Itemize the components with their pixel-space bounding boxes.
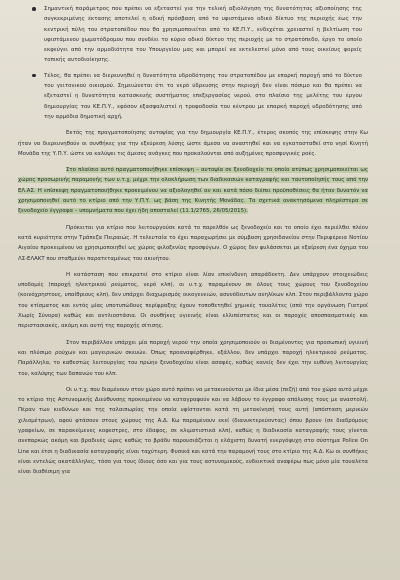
- bullet-item-water-supply: [10, 71, 362, 122]
- paragraph-water-electricity: Στον περιβάλλον υπάρχει μία παροχή νερού την οποία χρησιμοποιούν οι διαμένοντες για προσωπική υγιεινή και πλύσιμο ρούχων και μαγειρικών σκευών. Όπως προαναφέρθηκε, εξάλλου, δεν υπάρχει παροχή ηλεκτρικού ρεύματος. Παράλληλα, το καθεστώς λειτουργίας του πρώην ξενοδοχείου είναι ασαφές, καθώς κανείς δεν έχει την ευθύνη λειτουργίας του, καλύψης των δαπανών του κλπ.: [18, 339, 368, 377]
- highlighted-text: Στο πλαίσιο αυτό πραγματοποιήθηκε επίσκεψη – αυτοψία σε ξενοδοχείο το οποίο ατύπως χρησιμοποιείται ως χώρος προσωρινής παραμονής των υ.τ.χ. μέχρι την ολοκλήρωση των διαδικασιών καταγραφής και ταυτοποίησής τους από την ΕΛ.ΑΣ. Η επίσκεψη πραγματοποιήθηκε προκειμένου να αξιολογηθεί αν και κατά πόσο διέπει προϋποθέσεις θα ήταν δυνατόν να χρησιμοποιηθεί αυτό το κτίριο από την Υ.Π.Υ. ως βάση της Κινητής Μονάδας. Τα σχετικά ανακτησόμενα πληρέστερα σε ξενοδοχείο έγγραφα – υπομνήματα που έχει ήδη αποσταλεί (11.1/2765, 26/05/2015).: [18, 167, 368, 215]
- paragraph-building-ownership: Πρόκειται για κτίριο που λειτουργούσε κατά το παρελθόν ως ξενοδοχείο και το οποίο έχει περιέλθει πλέον κατά κυριότητα στην Τράπεζα Πειραιώς. Η τελευταία το έχει παραχωρήσει με σύμβαση χρησιδανείου στην Περιφέρεια Νοτίου Αιγαίου προκειμένου να χρησιμοποιηθεί ως χώρος φιλοξενίας προσφύγων. Ο χώρος δεν φυλάσσεται με εξαίρεση ένα όχημα του ΛΣ-ΕΛΑΚΤ που σταθμεύει παρατεταμένως του ακινήτου.: [18, 224, 368, 262]
- bullet-dot-icon: [32, 74, 36, 78]
- bullet-dot-icon: [32, 7, 36, 11]
- paragraph-police-registration: Οι υ.τ.χ. που διαμένουν στον χώρο αυτό πρέπει να μετακινούνται με ίδια μέσα (πεζή) από τον χώρο αυτό μέχρι το κτίριο της Αστυνομικής Διεύθυνσης προκειμένου να καταγραφούν και να λάβουν το έγγραφο απόλυσης τους με αναστολή. Πέραν των κινδύνων και της ταλαιπωρίας την οποία υφίστανται κατά τη μετακίνησή τους αυτή (απόσταση μερικών χιλιομέτρων), αφού φτάσουν στους χώρους της Α.Δ. Κω παραμένουν εκεί (διανυκτερεύοντας) όπου βρουν (σε διαδρόμους γραφείων, σε παρακείμενες κοφεστρες, στο έδαφος, σε κλιματιστικά κλπ), καθώς η διαδικασία καταγραφής τους γίνεται ανεπαρκώς ακόμη και βραδινές ώρες καθώς το βράδυ παρουσιάζεται η ελάχιστη δυνατή ενεργόψυχη στο σύστημα Police On Line και έτσι η διαδικασία καταγραφής είναι ταχύτερη. Φυσικά και κατά την παραμονή τους στο κτίριο της Α.Δ. Κω οι συνθήκες είναι εντελώς ακατάλληλες, τόσο για τους ίδιους όσο και για τους αστυνομικούς, ενδεικτικά αναφέρω πως μόνο μία τουαλέτα είναι διαθέσιμη για: [18, 386, 368, 476]
- bullet-text: Σημαντική παράμετρος που πρέπει να εξεταστεί για την τελική αξιολόγηση της δυνατότητας αξιοποίησης της συγκεκριμένης έκτασης αποτελεί η οδική πρόσβαση από το υφιστάμενο οδικό δίκτυο της περιοχής έως την κεντρική πύλη του στρατοπέδου που θα χρησιμοποιείται από το ΚΕ.Π.Υ., ενδεχέται χρειαστεί η βελτίωση του υφιστάμενου χωματόδρομου που συνδέει το κύριο οδικό δίκτυο της περιοχής με το στρατόπεδο, έργο το οποίο εκφεύγει από την αρμοδιότητα του Υπουργείου μας και μπορεί να εκτελεστεί μόνο από τους οικείους φορείς τοπικής αυτοδιοίκησης.: [44, 6, 362, 64]
- bullet-text: Τέλος, θα πρέπει να διερευνηθεί η δυνατότητα υδροδότησης του στρατοπέδου με επαρκή παροχή από το δίκτυο του γειτονικού οικισμού. Σημειώνεται ότι το νερό ύδρευσης στην περιοχή δεν είναι πόσιμο και θα πρέπει να εξεταστεί η δυνατότητα κατασκευής συστήματος επεξεργασίας νερού, στο πλαίσιο της μελέτης του έργου δημιουργίας του ΚΕ.Π.Υ., εφόσον εξασφαλιστεί η τροφοδοσία του κέντρου με επαρκή παροχή υδροδότησης από την αρμόδια δημοτική αρχή.: [44, 72, 362, 120]
- bullet-list: [10, 4, 390, 122]
- paragraph-kos-visit-purpose: Εκτός της πραγματοποίησης αυτοψίας για την δημιουργία ΚΕ.Π.Υ., έτερος σκοπός της επίσκεψης στην Κω ήταν να διερευνηθούν οι συνθήκες για την εξεύρεση λύσης ώστε άμεσα να αναστηθεί και να εγκατασταθεί στο νησί Κινητή Μονάδα της Υ.Π.Υ. ώστε να καλύψει τις άμεσες ανάγκες που προκαλούνται από αυξημένες προσφυγικές ροές.: [18, 130, 368, 157]
- paragraph-building-conditions: Η κατάσταση που επικρατεί στο κτίριο είναι λίαν επικίνδυνη απαράδεκτη. Δεν υπάρχουν στοιχειώδεις υποδομές (παροχή ηλεκτρικού ρεύματος, νερό κλπ), οι υ.τ.χ. παραμένουν σε όλους τους χώρους του ξενοδοχείου (κοινόχρηστους, υπαίθριους κλπ), δεν υπάρχει διαχωρισμός οικογενειών, ασυνόδευτων ανηλίκων κλπ. Στον περιβάλλοντα χώρο του κτίσματος και εντός μίας υποτυπώδους περίφραξης έχουν τοποθετηθεί χημικές τουαλέτες (από την οργάνωση Γιατροί Χωρίς Σύνορα) καθώς και αντλιοστάσια. Οι συνθήκες υγιεινής είναι ελλιπέστατες και οι παροχές αποσπασματικές και περιστασιακές, ακόμη και αυτή της παροχής σίτισης.: [18, 271, 368, 330]
- paragraph-hotel-inspection: [18, 165, 368, 216]
- bullet-item-road-access: [10, 4, 362, 66]
